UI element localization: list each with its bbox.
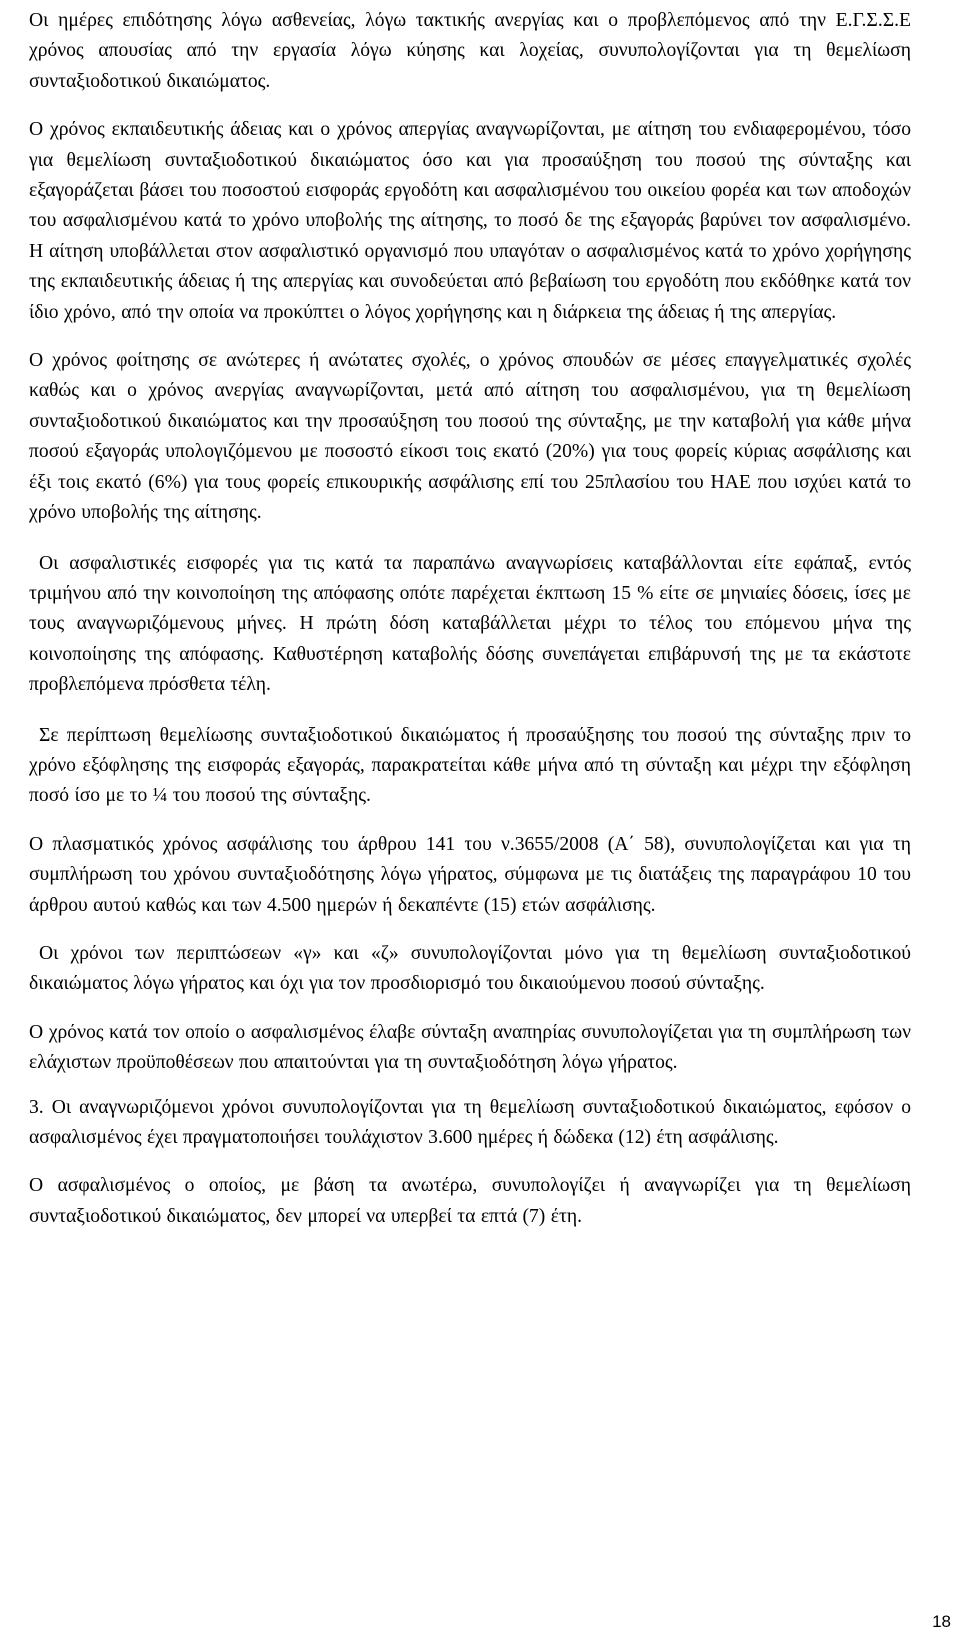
paragraph-item-3: 3. Οι αναγνωριζόμενοι χρόνοι συνυπολογίζονται για τη θεμελίωση συνταξιοδοτικού δικαιώματος, εφόσον ο ασφαλισμένος έχει πραγματοποιήσει τουλάχιστον 3.600 ημέρες ή δώδεκα (12) έτη ασφάλισης. [29, 1096, 911, 1148]
paragraph-contributions-payment: Οι ασφαλιστικές εισφορές για τις κατά τα παραπάνω αναγνωρίσεις καταβάλλονται είτε εφάπαξ, εντός τριμήνου από την κοινοποίηση της απόφασης οπότε παρέχεται έκπτωση 15 % είτε σε μηνιαίες δόσεις, ίσες με τους αναγνωριζόμενους μήνες. Η πρώτη δόση καταβάλλεται μέχρι το τέλος του επόμενου μήνα της κοινοποίησης της απόφασης. Καθυστέρηση καταβολής δόσης συνεπάγεται επιβάρυνσή της με τα εκάστοτε προβλεπόμενα πρόσθετα τέλη. [29, 552, 911, 696]
paragraph-cases-g-z: Οι χρόνοι των περιπτώσεων «γ» και «ζ» συνυπολογίζονται μόνο για τη θεμελίωση συνταξιοδοτικού δικαιώματος λόγω γήρατος και όχι για τον προσδιορισμό του δικαιούμενου ποσού σύνταξης. [29, 942, 911, 995]
document-page [29, 6, 911, 1232]
page-number: 18 [932, 1612, 951, 1631]
paragraph-disability-pension-time: Ο χρόνος κατά τον οποίο ο ασφαλισμένος έλαβε σύνταξη αναπηρίας συνυπολογίζεται για τη συμπλήρωση των ελάχιστων προϋποθέσεων που απαιτούνται για τη συνταξιοδότηση λόγω γήρατος. [29, 1021, 911, 1074]
paragraph-educational-leave: Ο χρόνος εκπαιδευτικής άδειας και ο χρόνος απεργίας αναγνωρίζονται, με αίτηση του ενδιαφερομένου, τόσο για θεμελίωση συνταξιοδοτικού δικαιώματος όσο και για προσαύξηση του ποσού της σύνταξης και εξαγοράζεται βάσει του ποσοστού εισφοράς εργοδότη και ασφαλισμένου του οικείου φορέα και των αποδοχών του ασφαλισμένου κατά το χρόνο υποβολής της αίτησης, το ποσό δε της εξαγοράς βαρύνει τον ασφαλισμένο. Η αίτηση υποβάλλεται στον ασφαλιστικό οργανισμό που υπαγόταν ο ασφαλισμένος κατά το χρόνο χορήγησης της εκπαιδευτικής άδειας ή της απεργίας και συνοδεύεται από βεβαίωση του εργοδότη που εκδόθηκε κατά τον ίδιο χρόνο, από την οποία να προκύπτει ο λόγος χορήγησης και η διάρκεια της άδειας ή της απεργίας. [29, 119, 911, 323]
paragraph-pension-withholding: Σε περίπτωση θεμελίωσης συνταξιοδοτικού δικαιώματος ή προσαύξησης του ποσού της σύνταξης πριν το χρόνο εξόφλησης της εισφοράς εξαγοράς, παρακρατείται κάθε μήνα από τη σύνταξη και μέχρι την εξόφληση ποσό ίσο με το ¼ του ποσού της σύνταξης. [29, 724, 911, 807]
paragraph-seven-year-limit: Ο ασφαλισμένος ο οποίος, με βάση τα ανωτέρω, συνυπολογίζει ή αναγνωρίζει για τη θεμελίωση συνταξιοδοτικού δικαιώματος, δεν μπορεί να υπερβεί τα επτά (7) έτη. [29, 1175, 911, 1227]
paragraph-study-time: Ο χρόνος φοίτησης σε ανώτερες ή ανώτατες σχολές, ο χρόνος σπουδών σε μέσες επαγγελματικές σχολές καθώς και ο χρόνος ανεργίας αναγνωρίζονται, μετά από αίτηση του ασφαλισμένου, για τη θεμελίωση συνταξιοδοτικού δικαιώματος και την προσαύξηση του ποσού της σύνταξης, με την καταβολή για κάθε μήνα ποσού εξαγοράς υπολογιζόμενου με ποσοστό είκοσι τοις εκατό (20%) για τους φορείς κύριας ασφάλισης και έξι τοις εκατό (6%) για τους φορείς επικουρικής ασφάλισης επί του 25πλασίου του ΗΑΕ που ισχύει κατά το χρόνο υποβολής της αίτησης. [29, 350, 911, 524]
paragraph-sick-leave-days: Οι ημέρες επιδότησης λόγω ασθενείας, λόγω τακτικής ανεργίας και ο προβλεπόμενος από την Ε.Γ.Σ.Σ.Ε χρόνος απουσίας από την εργασία λόγω κύησης και λοχείας, συνυπολογίζονται για τη θεμελίωση συνταξιοδοτικού δικαιώματος. [29, 10, 911, 92]
paragraph-fictitious-insurance-time: Ο πλασματικός χρόνος ασφάλισης του άρθρου 141 του ν.3655/2008 (Α΄ 58), συνυπολογίζεται και για τη συμπλήρωση του χρόνου συνταξιοδότησης λόγω γήρατος, σύμφωνα με τις διατάξεις της παραγράφου 10 του άρθρου αυτού καθώς και των 4.500 ημερών ή δεκαπέντε (15) ετών ασφάλισης. [29, 833, 911, 916]
